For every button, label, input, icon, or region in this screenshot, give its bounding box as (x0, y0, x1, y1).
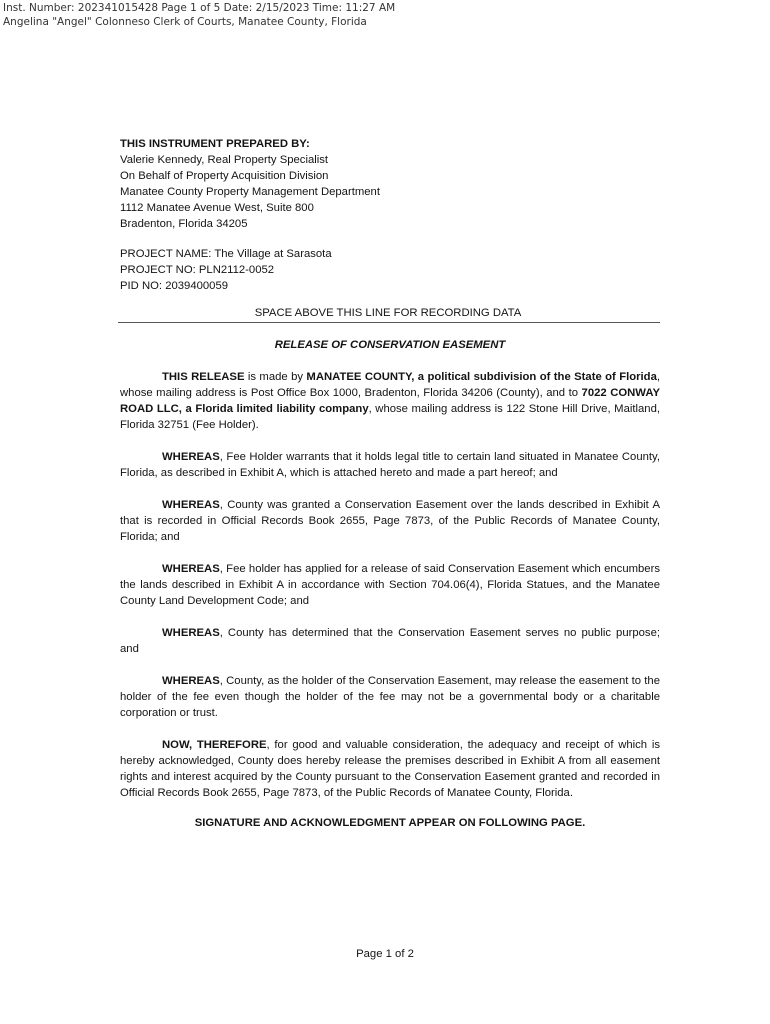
whereas-lead: WHEREAS (162, 499, 220, 511)
document-body (120, 136, 660, 831)
project-name: PROJECT NAME: The Village at Sarasota (120, 248, 332, 260)
intro-bold: THIS RELEASE (162, 371, 245, 383)
whereas-paragraph (120, 625, 660, 657)
prepared-by-line: Manatee County Property Management Department (120, 186, 380, 198)
whereas-paragraph (120, 673, 660, 721)
therefore-text: , for good and valuable consideration, the adequacy and receipt of which is hereby acknowledged, County does hereby release the premises described in Exhibit A from all easement rights and interest acquired by the County pursuant to the Conservation Easement granted and recorded in Official Records Book 2655, Page 7873, of the Public Records of Manatee County, Florida. (120, 739, 660, 799)
whereas-paragraph (120, 497, 660, 545)
recording-stamp (3, 1, 395, 29)
whereas-lead: WHEREAS (162, 563, 220, 575)
therefore-lead: NOW, THEREFORE (162, 739, 267, 751)
whereas-lead: WHEREAS (162, 451, 220, 463)
prepared-by-line: Valerie Kennedy, Real Property Specialist (120, 154, 329, 166)
whereas-text: , County, as the holder of the Conservation Easement, may release the easement to the holder of the fee even though the holder of the fee may not be a governmental body or a charitable corporation or trust. (120, 675, 660, 719)
prepared-by-line: 1112 Manatee Avenue West, Suite 800 (120, 202, 314, 214)
project-number: PROJECT NO: PLN2112-0052 (120, 264, 275, 276)
whereas-text: , Fee holder has applied for a release of said Conservation Easement which encumbers the lands described in Exhibit A in accordance with Section 704.06(4), Florida Statues, and the Manatee County Land Development Code; and (120, 563, 660, 607)
intro-text: , whose mailing address is Post Office Box 1000, Bradenton, Florida 34206 (County), and to (120, 371, 660, 399)
whereas-lead: WHEREAS (162, 675, 220, 687)
intro-text: , whose mailing address is 122 Stone Hill Drive, Maitland, Florida 32751 (Fee Holder). (120, 403, 660, 431)
recording-stamp-line-2: Angelina "Angel" Colonneso Clerk of Courts, Manatee County, Florida (3, 16, 367, 28)
whereas-text: , County was granted a Conservation Easement over the lands described in Exhibit A that is recorded in Official Records Book 2655, Page 7873, of the Public Records of Manatee County, Florida; and (120, 499, 660, 543)
whereas-paragraph (120, 449, 660, 481)
recording-divider (118, 322, 660, 323)
recording-stamp-line-1: Inst. Number: 202341015428 Page 1 of 5 Date: 2/15/2023 Time: 11:27 AM (3, 2, 396, 14)
page-number: Page 1 of 2 (356, 948, 414, 960)
whereas-lead: WHEREAS (162, 627, 220, 639)
therefore-paragraph (120, 737, 660, 801)
pid-number: PID NO: 2039400059 (120, 280, 229, 292)
recording-data-label: SPACE ABOVE THIS LINE FOR RECORDING DATA (254, 307, 522, 319)
prepared-by-line: Bradenton, Florida 34205 (120, 218, 248, 230)
whereas-paragraph (120, 561, 660, 609)
signature-notice: SIGNATURE AND ACKNOWLEDGMENT APPEAR ON FOLLOWING PAGE. (194, 817, 586, 829)
intro-text: is made by (244, 371, 307, 383)
whereas-text: , Fee Holder warrants that it holds legal title to certain land situated in Manatee County, Florida, as described in Exhibit A, which is attached hereto and made a part hereof; and (120, 451, 660, 479)
prepared-by-line: On Behalf of Property Acquisition Division (120, 170, 329, 182)
intro-bold: MANATEE COUNTY, a political subdivision of the State of Florida (306, 371, 657, 383)
project-block (120, 246, 660, 294)
intro-bold: 7022 CONWAY ROAD LLC, a Florida limited liability company (120, 387, 660, 415)
whereas-text: , County has determined that the Conservation Easement serves no public purpose; and (120, 627, 660, 655)
document-title: RELEASE OF CONSERVATION EASEMENT (274, 339, 506, 351)
prepared-by-block (120, 136, 660, 232)
prepared-by-heading: THIS INSTRUMENT PREPARED BY: (120, 138, 310, 150)
intro-paragraph (120, 369, 660, 433)
